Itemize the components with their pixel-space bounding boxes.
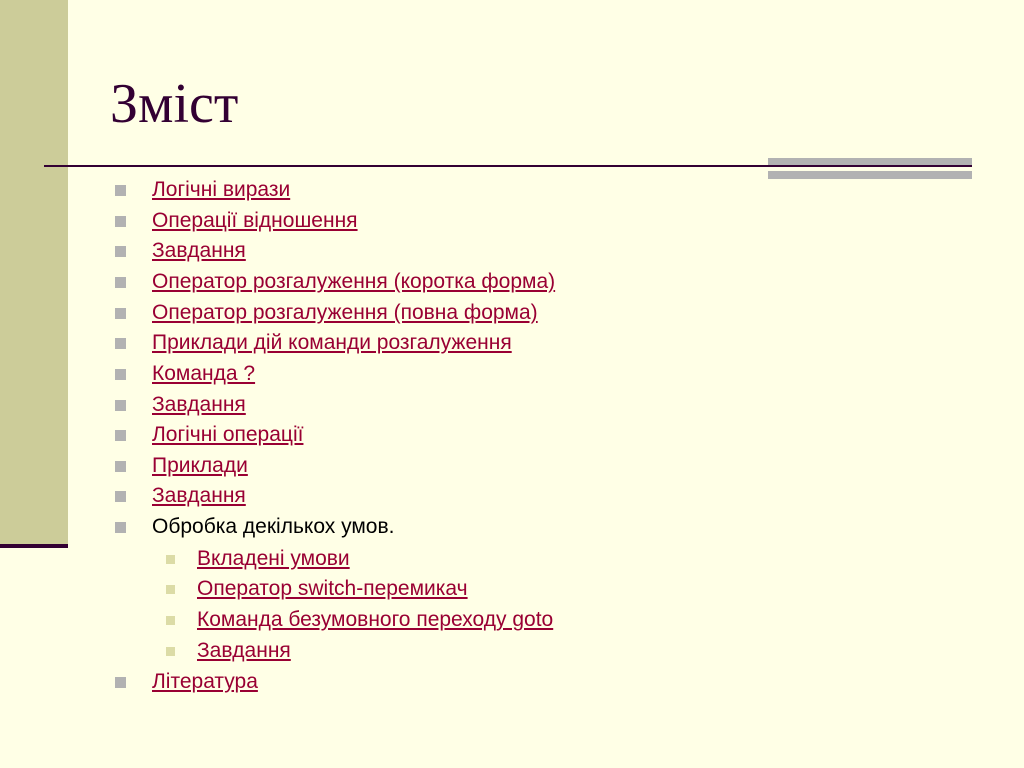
slide-title: Зміст (110, 73, 239, 135)
toc-link-logical-operations[interactable]: Логічні операції (152, 423, 304, 446)
toc-link-branch-full-form[interactable]: Оператор розгалуження (повна форма) (152, 301, 538, 324)
square-bullet-icon (115, 216, 126, 227)
toc-link-logical-expressions[interactable]: Логічні вирази (152, 178, 291, 201)
toc-link-branch-examples[interactable]: Приклади дій команди розгалуження (152, 331, 512, 354)
square-bullet-icon (115, 338, 126, 349)
square-bullet-icon (115, 461, 126, 472)
square-bullet-icon (115, 677, 126, 688)
toc-link-ternary-command[interactable]: Команда ? (152, 362, 256, 385)
toc-link-tasks-3[interactable]: Завдання (152, 484, 246, 507)
toc-link-relational-operations[interactable]: Операції відношення (152, 209, 358, 232)
square-bullet-icon (166, 585, 175, 594)
square-bullet-icon (115, 400, 126, 411)
square-bullet-icon (115, 308, 126, 319)
toc-link-tasks-4[interactable]: Завдання (197, 639, 291, 662)
toc-link-goto-command[interactable]: Команда безумовного переходу goto (197, 608, 554, 631)
toc-link-branch-short-form[interactable]: Оператор розгалуження (коротка форма) (152, 270, 556, 293)
square-bullet-icon (115, 277, 126, 288)
square-bullet-icon (115, 491, 126, 502)
toc-link-tasks-2[interactable]: Завдання (152, 393, 246, 416)
toc-link-nested-conditions[interactable]: Вкладені умови (197, 547, 350, 570)
square-bullet-icon (166, 647, 175, 656)
square-bullet-icon (115, 185, 126, 196)
toc-section-multiple-conditions: Обробка декількох умов. (152, 515, 395, 538)
square-bullet-icon (166, 555, 175, 564)
square-bullet-icon (115, 430, 126, 441)
square-bullet-icon (115, 246, 126, 257)
toc-link-tasks-1[interactable]: Завдання (152, 239, 246, 262)
square-bullet-icon (115, 369, 126, 380)
toc-link-examples[interactable]: Приклади (152, 454, 248, 477)
toc-link-literature[interactable]: Література (152, 670, 258, 693)
square-bullet-icon (115, 522, 126, 533)
square-bullet-icon (166, 616, 175, 625)
toc-link-switch-operator[interactable]: Оператор switch-перемикач (197, 577, 468, 600)
